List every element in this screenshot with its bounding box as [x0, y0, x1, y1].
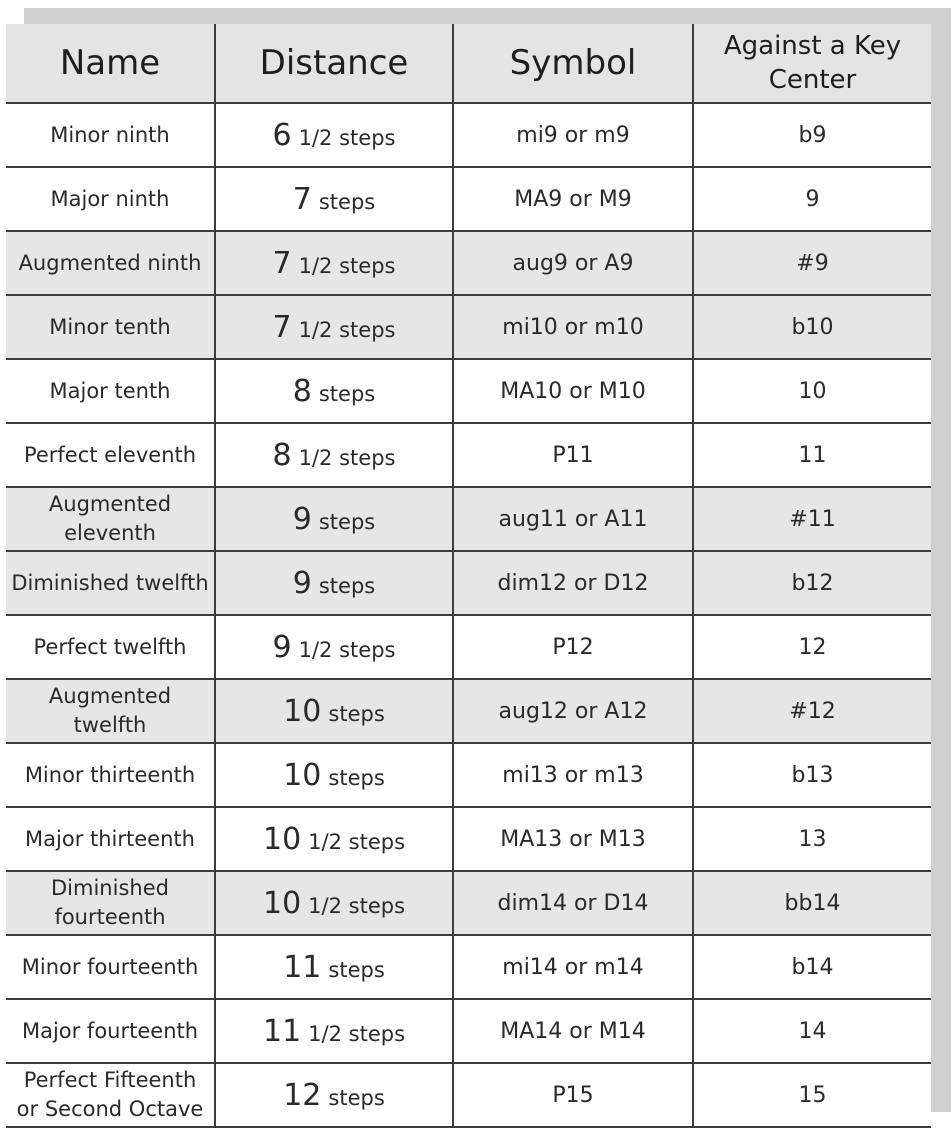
- cell-name: Diminished fourteenth: [6, 871, 215, 935]
- cell-distance: [215, 743, 453, 807]
- header-name: Name: [6, 24, 215, 103]
- header-symbol: Symbol: [453, 24, 693, 103]
- cell-key-center: b12: [693, 551, 931, 615]
- distance-unit: steps: [318, 573, 376, 598]
- cell-key-center: 15: [693, 1063, 931, 1127]
- distance-number: 10: [283, 693, 322, 729]
- cell-key-center: 9: [693, 167, 931, 231]
- table-row: [6, 551, 931, 615]
- cell-name: Perfect twelfth: [6, 615, 215, 679]
- table-row: [6, 231, 931, 295]
- cell-key-center: 14: [693, 999, 931, 1063]
- cell-symbol: P15: [453, 1063, 693, 1127]
- distance-unit: steps: [328, 1085, 385, 1110]
- cell-symbol: MA14 or M14: [453, 999, 693, 1063]
- cell-key-center: 11: [693, 423, 931, 487]
- table-row: [6, 295, 931, 359]
- distance-unit: 1/2 steps: [308, 893, 406, 918]
- distance-number: 8: [292, 373, 312, 409]
- cell-name: Perfect Fifteenth or Second Octave: [6, 1063, 215, 1127]
- distance-unit: steps: [328, 957, 385, 982]
- distance-number: 9: [292, 501, 312, 537]
- cell-distance: [215, 935, 453, 999]
- cell-name: Augmented eleventh: [6, 487, 215, 551]
- table-row: [6, 999, 931, 1063]
- cell-name: Minor thirteenth: [6, 743, 215, 807]
- distance-unit: steps: [318, 381, 376, 406]
- cell-name: Perfect eleventh: [6, 423, 215, 487]
- cell-symbol: aug12 or A12: [453, 679, 693, 743]
- distance-unit: 1/2 steps: [308, 829, 406, 854]
- distance-number: 12: [283, 1077, 322, 1113]
- table-row: [6, 103, 931, 167]
- cell-symbol: P11: [453, 423, 693, 487]
- cell-distance: [215, 1063, 453, 1127]
- cell-key-center: bb14: [693, 871, 931, 935]
- header-distance: Distance: [215, 24, 453, 103]
- cell-name: Major thirteenth: [6, 807, 215, 871]
- cell-symbol: P12: [453, 615, 693, 679]
- cell-distance: [215, 103, 453, 167]
- distance-number: 11: [262, 1013, 302, 1049]
- cell-name: Major fourteenth: [6, 999, 215, 1063]
- distance-number: 10: [262, 885, 302, 921]
- cell-key-center: 10: [693, 359, 931, 423]
- cell-symbol: MA13 or M13: [453, 807, 693, 871]
- cell-distance: [215, 359, 453, 423]
- cell-distance: [215, 615, 453, 679]
- cell-name: Major ninth: [6, 167, 215, 231]
- distance-number: 10: [283, 757, 322, 793]
- cell-symbol: aug9 or A9: [453, 231, 693, 295]
- cell-key-center: #12: [693, 679, 931, 743]
- distance-number: 6: [272, 117, 292, 153]
- cell-symbol: MA9 or M9: [453, 167, 693, 231]
- distance-unit: steps: [318, 509, 376, 534]
- cell-name: Minor fourteenth: [6, 935, 215, 999]
- cell-key-center: b9: [693, 103, 931, 167]
- table-row: [6, 1063, 931, 1127]
- cell-distance: [215, 423, 453, 487]
- distance-unit: steps: [318, 189, 376, 214]
- table-row: [6, 743, 931, 807]
- cell-distance: [215, 551, 453, 615]
- distance-unit: 1/2 steps: [298, 125, 396, 150]
- table-shadow-right: [931, 8, 951, 1112]
- cell-symbol: MA10 or M10: [453, 359, 693, 423]
- cell-distance: [215, 871, 453, 935]
- intervals-table: [6, 24, 931, 1128]
- distance-number: 10: [262, 821, 302, 857]
- cell-name: Minor ninth: [6, 103, 215, 167]
- table-row: [6, 679, 931, 743]
- cell-distance: [215, 167, 453, 231]
- table-row: [6, 423, 931, 487]
- cell-distance: [215, 295, 453, 359]
- distance-number: 7: [272, 245, 292, 281]
- cell-distance: [215, 999, 453, 1063]
- distance-number: 9: [292, 565, 312, 601]
- cell-key-center: #9: [693, 231, 931, 295]
- cell-symbol: aug11 or A11: [453, 487, 693, 551]
- cell-symbol: mi10 or m10: [453, 295, 693, 359]
- cell-distance: [215, 679, 453, 743]
- cell-symbol: mi14 or m14: [453, 935, 693, 999]
- distance-unit: 1/2 steps: [298, 253, 396, 278]
- distance-unit: 1/2 steps: [298, 637, 396, 662]
- distance-number: 9: [272, 629, 292, 665]
- distance-unit: 1/2 steps: [308, 1021, 406, 1046]
- cell-key-center: b13: [693, 743, 931, 807]
- cell-distance: [215, 487, 453, 551]
- header-key-center: Against a Key Center: [693, 24, 931, 103]
- cell-symbol: mi9 or m9: [453, 103, 693, 167]
- distance-unit: 1/2 steps: [298, 445, 396, 470]
- distance-unit: steps: [328, 701, 385, 726]
- cell-name: Augmented twelfth: [6, 679, 215, 743]
- cell-key-center: b10: [693, 295, 931, 359]
- distance-unit: 1/2 steps: [298, 317, 396, 342]
- cell-key-center: b14: [693, 935, 931, 999]
- cell-key-center: 12: [693, 615, 931, 679]
- cell-name: Diminished twelfth: [6, 551, 215, 615]
- table-row: [6, 615, 931, 679]
- distance-number: 11: [283, 949, 322, 985]
- header-row: [6, 24, 931, 103]
- table-row: [6, 359, 931, 423]
- distance-number: 8: [272, 437, 292, 473]
- cell-name: Major tenth: [6, 359, 215, 423]
- table-row: [6, 487, 931, 551]
- table-row: [6, 167, 931, 231]
- cell-symbol: mi13 or m13: [453, 743, 693, 807]
- distance-unit: steps: [328, 765, 385, 790]
- table-row: [6, 871, 931, 935]
- cell-distance: [215, 231, 453, 295]
- cell-symbol: dim12 or D12: [453, 551, 693, 615]
- table-body: [6, 103, 931, 1127]
- cell-distance: [215, 807, 453, 871]
- table-row: [6, 935, 931, 999]
- cell-name: Minor tenth: [6, 295, 215, 359]
- cell-name: Augmented ninth: [6, 231, 215, 295]
- cell-key-center: 13: [693, 807, 931, 871]
- cell-key-center: #11: [693, 487, 931, 551]
- distance-number: 7: [272, 309, 292, 345]
- distance-number: 7: [292, 181, 312, 217]
- table-row: [6, 807, 931, 871]
- cell-symbol: dim14 or D14: [453, 871, 693, 935]
